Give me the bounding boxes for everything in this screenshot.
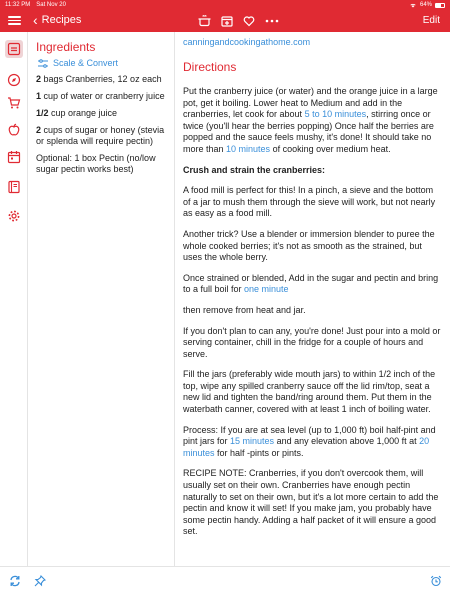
direction-step: Once strained or blended, Add in the sugar and pectin and bring to a full boil for one minute <box>183 272 439 295</box>
edit-button[interactable]: Edit <box>422 15 440 26</box>
direction-step: Fill the jars (preferably wide mouth jars) to within 1/2 inch of the top, wipe any spilled cranberry sauce off the lid rim/top, seat a new lid and tighten the band/ring around them. Put them in the waterbath canner, covered with at least 1 inch of boiling water. <box>183 369 436 415</box>
sidebar <box>0 32 28 600</box>
ingredient-item[interactable]: 1 cup of water or cranberry juice <box>36 91 165 101</box>
add-to-calendar-icon[interactable] <box>221 15 233 27</box>
ingredient-item[interactable]: 2 bags Cranberries, 12 oz each <box>36 74 162 84</box>
more-icon[interactable] <box>265 15 279 27</box>
ingredients-panel <box>28 32 175 580</box>
apple-icon[interactable] <box>7 123 21 137</box>
direction-step: then remove from heat and jar. <box>183 304 306 315</box>
battery-icon <box>435 3 445 8</box>
direction-step: A food mill is perfect for this! In a pinch, a sieve and the bottom of a jar to mush them through the sieve will work, but not nearly as easy as a food mill. <box>183 185 436 219</box>
direction-step: RECIPE NOTE: Cranberries, if you don't overcook them, will usually set on their own. Cranberries have enough pectin naturally to set on their own, but it's a lot more certain to add the pectin and know it will set! If you make jam, you probably have some pectin handy. Adding a half packet of it will ensure a good set. <box>183 468 439 537</box>
back-label: Recipes <box>41 14 82 26</box>
timer-link[interactable]: 20 minutes <box>183 436 430 458</box>
scale-convert-button[interactable] <box>38 58 168 68</box>
wifi-icon <box>409 2 417 8</box>
cart-icon[interactable] <box>7 96 21 110</box>
alarm-clock-icon[interactable] <box>430 575 442 587</box>
timer-link[interactable]: 5 to 10 minutes <box>304 109 367 120</box>
pin-icon[interactable] <box>34 575 46 587</box>
compass-icon[interactable] <box>7 73 21 87</box>
nav-bar <box>0 10 450 32</box>
direction-step: Another trick? Use a blender or immersion blender to puree the whole cooked berries; it's not as smooth as the strained, but uses the whole berry. <box>183 228 435 263</box>
ingredient-item[interactable]: 2 cups of sugar or honey (stevia or splenda will require pectin) <box>36 125 165 146</box>
chevron-left-icon: ‹ <box>33 12 38 28</box>
direction-step: Process: If you are at sea level (up to 1,000 ft) boil half-pint and pint jars for 15 minutes and any elevation above 1,000 ft at 20 minutes for half -pints or pints. <box>183 424 436 458</box>
directions-title: Directions <box>183 60 237 74</box>
bottom-bar <box>0 566 450 600</box>
battery-percent: 64% <box>419 2 432 8</box>
status-date: Sat Nov 20 <box>36 2 66 8</box>
direction-step: If you don't plan to can any, you're done! Just pour into a mold or serving container, chill in the fridge for a couple of hours and serve. <box>183 325 441 359</box>
scale-convert-label: Scale & Convert <box>53 58 119 68</box>
recipes-icon[interactable] <box>5 40 23 58</box>
timer-link[interactable]: one minute <box>244 284 289 295</box>
ingredient-item[interactable]: 1/2 cup orange juice <box>36 108 118 118</box>
status-bar <box>0 0 450 10</box>
source-link[interactable]: canningandcookingathome.com <box>183 37 311 47</box>
sliders-icon <box>38 59 48 68</box>
ingredient-item[interactable]: Optional: 1 box Pectin (no/low sugar pectin works best) <box>36 153 156 174</box>
calendar-icon[interactable] <box>7 150 21 164</box>
ingredients-title: Ingredients <box>36 40 96 54</box>
direction-step: Put the cranberry juice (or water) and the orange juice in a large pot, get it boiling. Lower heat to Medium and add in the cranberries, let cook for about 5 to 10 minutes, stirring once or twice (you'll hear the berries popping) Once half the berries are popped and the sauce feels mushy, it's done! It should take no more than 10 minutes of cooking over medium heat. <box>183 86 438 154</box>
heart-icon[interactable] <box>243 15 255 27</box>
book-icon[interactable] <box>7 180 21 194</box>
direction-heading: Crush and strain the cranberries: <box>183 164 326 175</box>
cooking-pot-icon[interactable] <box>198 14 211 27</box>
timer-link[interactable]: 10 minutes <box>226 143 271 154</box>
status-time: 11:32 PM <box>5 2 31 8</box>
settings-gear-icon[interactable] <box>7 209 21 223</box>
menu-icon[interactable] <box>8 14 21 27</box>
sync-icon[interactable] <box>9 575 21 587</box>
back-button[interactable] <box>33 13 81 27</box>
directions-panel <box>183 32 443 580</box>
recipe-actions <box>198 14 279 27</box>
timer-link[interactable]: 15 minutes <box>230 436 275 447</box>
